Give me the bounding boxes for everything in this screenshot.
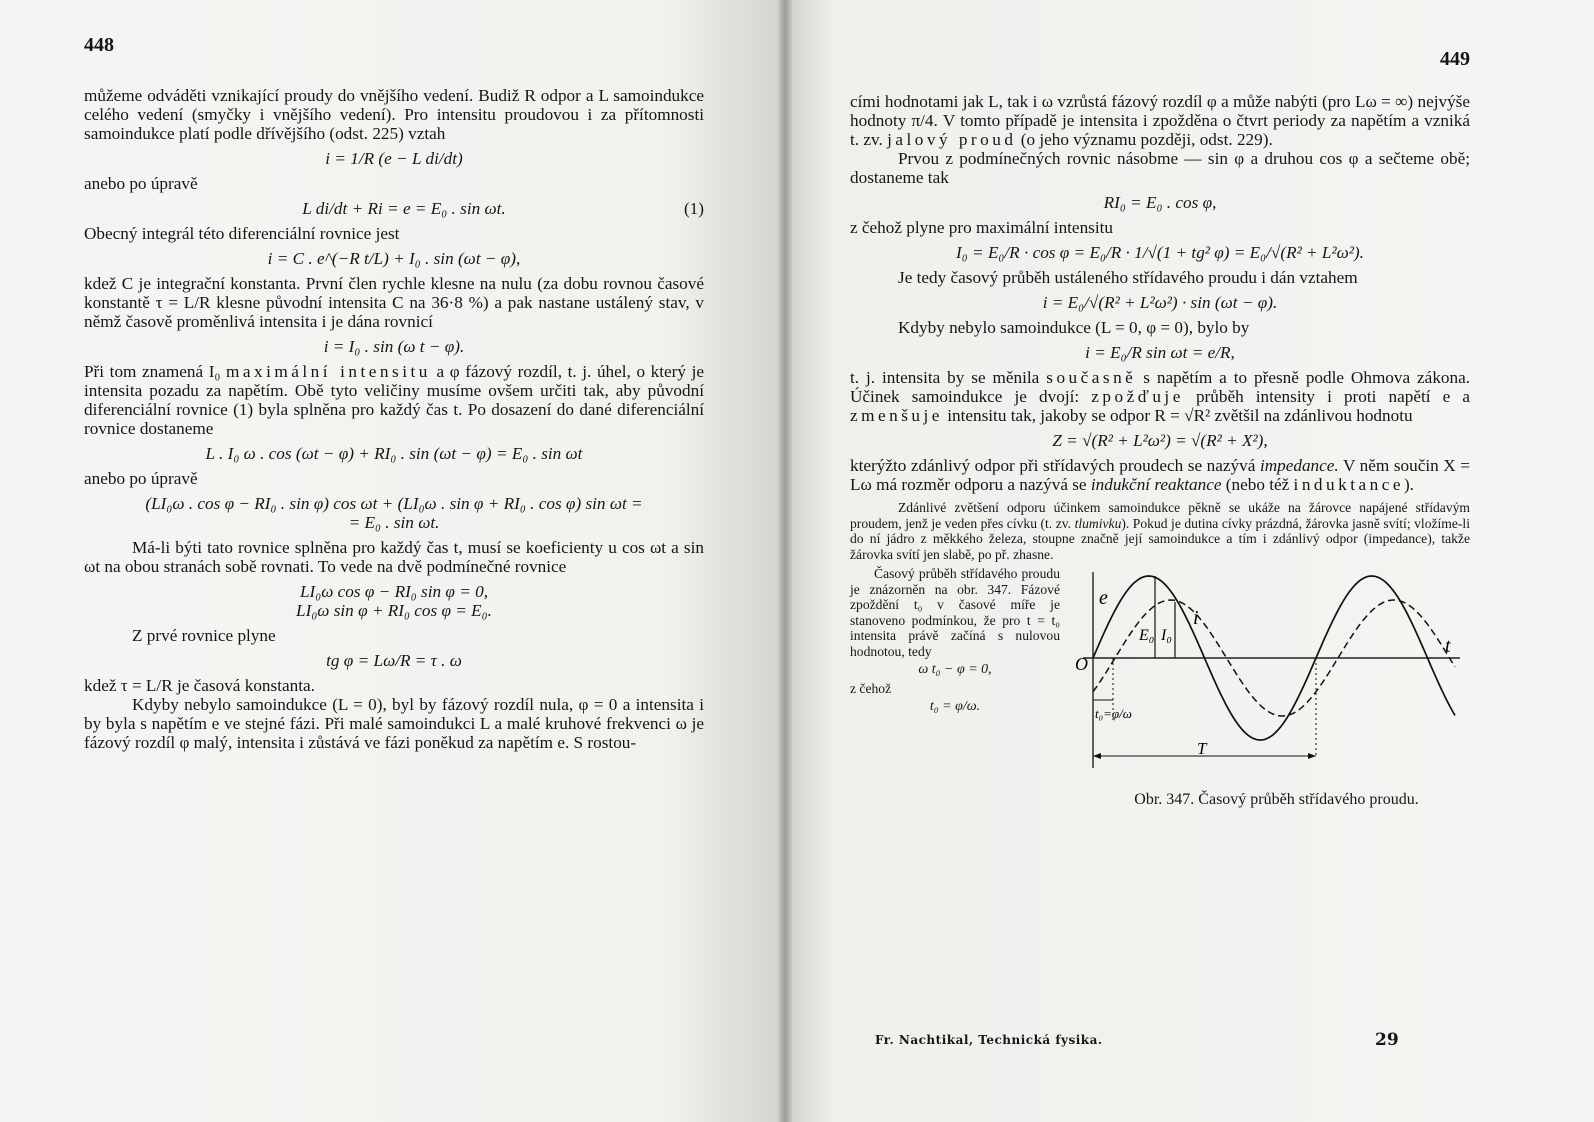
- paragraph: [84, 362, 704, 438]
- italic-term: tlumivku: [1074, 515, 1122, 531]
- left-text-column: [84, 86, 704, 752]
- text-run: V něm součin X = Lω má rozměr odporu a nazývá se: [850, 456, 1470, 494]
- spaced-emphasis: maximální intensitu: [226, 362, 431, 381]
- text-run: Při tom znamená I₀: [84, 362, 221, 381]
- paragraph: kdež τ = L/R je časová konstanta.: [84, 676, 315, 695]
- equation: i = E₀/√(R² + L²ω²) · sin (ωt − φ).: [1042, 293, 1278, 312]
- equation: ω t₀ − φ = 0,: [918, 662, 992, 677]
- small-paragraph: z čehož: [850, 680, 892, 696]
- equation: i = 1/R (e − L di/dt): [325, 149, 463, 168]
- small-paragraph: Časový průběh střídavého proudu je znázorněn na obr. 347. Fázové zpoždění t₀ v časové míře je stanoveno podmínkou, že pro t = t₀ intensita právě začíná s nulovou hodnotou, tedy: [850, 566, 1060, 659]
- text-run: Zdánlivé zvětšení odporu účinkem samoindukce pěkně se ukáže na žárovce napájené střídavým proudem, jenž je veden přes cívku (t. zv.: [850, 500, 1470, 531]
- equation: i = I₀ . sin (ω t − φ).: [323, 337, 465, 356]
- equation: LI₀ω cos φ − RI₀ sin φ = 0,: [299, 582, 489, 601]
- spaced-emphasis: jalový proud: [887, 130, 1017, 149]
- paragraph: kdež C je integrační konstanta. První člen rychle klesne na nulu (za dobu rovnou časové konstantě τ = L/R klesne původní intensita C na 36·8 %) a pak nastane ustálený stav, v němž časově proměnlivá intensita i je dána rovnicí: [84, 274, 704, 331]
- page-number-right: 449: [1440, 48, 1470, 70]
- spaced-emphasis: zmenšuje: [850, 406, 943, 425]
- equation: LI₀ω sin φ + RI₀ cos φ = E₀.: [296, 601, 492, 620]
- paragraph: Prvou z podmínečných rovnic násobme — sin φ a druhou cos φ a sečteme obě; dostaneme tak: [850, 149, 1470, 187]
- italic-term: impedance.: [1259, 456, 1339, 475]
- equation: i = E₀/R sin ωt = e/R,: [1085, 343, 1235, 362]
- label-i0: I₀: [1161, 627, 1172, 644]
- text-run: a φ fázový rozdíl, t. j. úhel, o který je intensita pozadu za napětím. Obě tyto veličiny musíme ovšem určiti tak, aby původní diferenciální rovnice (1) byla splněna pro každý čas t. Po dosazení do dané diferenciální rovnice dostaneme: [84, 362, 704, 438]
- paragraph: Je tedy časový průběh ustáleného střídavého proudu i dán vztahem: [898, 268, 1358, 287]
- figure-block: [850, 566, 1470, 816]
- paragraph: Kdyby nebylo samoindukce (L = 0, φ = 0), bylo by: [898, 318, 1250, 337]
- figure-caption: Obr. 347. Časový průběh střídavého proudu.: [1134, 791, 1419, 808]
- paragraph: můžeme odváděti vznikající proudy do vnějšího vedení. Budiž R odpor a L samoindukce celého vedení (smyčky i vnějšího vedení). Pro intensitu proudovou i za přítomnosti samoindukce platí podle dřívějšího (odst. 225) vztah: [84, 86, 704, 143]
- paragraph: anebo po úpravě: [84, 174, 198, 193]
- equation-numbered: [84, 199, 704, 218]
- equation: t₀ = φ/ω.: [929, 699, 981, 714]
- paragraph: [850, 368, 1470, 425]
- text-run: (nebo též: [1225, 475, 1290, 494]
- text-run: průběh intensity i proti napětí e a: [1195, 387, 1470, 406]
- equation: = E₀ . sin ωt.: [348, 513, 440, 532]
- paragraph: z čehož plyne pro maximální intensitu: [850, 218, 1113, 237]
- label-t: t: [1445, 635, 1451, 657]
- paragraph: [850, 92, 1470, 149]
- text-run: kterýžto zdánlivý odpor při střídavých proudech se nazývá: [850, 456, 1256, 475]
- text-run: cími hodnotami jak L, tak i ω vzrůstá fázový rozdíl φ a může nabýti (pro Lω = ∞) nejvýše hodnoty π/4. V tomto případě je intensita i zpožděna o čtvrt periody za napětím a vzniká t. zv.: [850, 92, 1470, 149]
- text-run: ).: [1403, 475, 1414, 494]
- text-run: ). Pokud je dutina cívky prázdná, žárovka jasně svítí; vložíme-li do ní jádro z měkkého železa, stoupne značně její samoindukce a tím i zdánlivý odpor (impedance), takže žárovka svítí jen slabě, po př. zhasne.: [850, 515, 1470, 562]
- label-t0: t₀=φ/ω: [1095, 706, 1132, 721]
- equation-number: (1): [683, 199, 704, 218]
- equation: i = C . e^(−R t/L) + I₀ . sin (ωt − φ),: [267, 249, 521, 268]
- label-origin: O: [1075, 654, 1088, 674]
- equation: Z = √(R² + L²ω²) = √(R² + X²),: [1052, 431, 1268, 450]
- left-page: [0, 0, 785, 1122]
- label-e0: E₀: [1139, 627, 1155, 644]
- label-e: e: [1099, 587, 1108, 609]
- equation: I₀ = E₀/R · cos φ = E₀/R · 1/√(1 + tg² φ) = E₀/√(R² + L²ω²).: [956, 243, 1364, 262]
- equation: RI₀ = E₀ . cos φ,: [1103, 193, 1217, 212]
- signature-mark: 29: [1375, 1030, 1399, 1050]
- text-run: intensitu tak, jakoby se odpor R = √R² zvětšil na zdánlivou hodnotu: [947, 406, 1413, 425]
- text-run: t. j. intensita by se měnila: [850, 368, 1040, 387]
- small-paragraph: [850, 500, 1470, 562]
- footer-imprint: Fr. Nachtikal, Technická fysika.: [875, 1033, 1103, 1047]
- equation: L . I₀ ω . cos (ωt − φ) + RI₀ . sin (ωt − φ) = E₀ . sin ωt: [205, 444, 583, 463]
- paragraph: Z prvé rovnice plyne: [132, 626, 276, 645]
- equation: (LI₀ω . cos φ − RI₀ . sin φ) cos ωt + (LI₀ω . sin φ + RI₀ . cos φ) sin ωt =: [145, 494, 643, 513]
- figure-side-text: [850, 566, 1060, 718]
- equation: L di/dt + Ri = e = E₀ . sin ωt.: [302, 199, 506, 218]
- paragraph: Má-li býti tato rovnice splněna pro každý čas t, musí se koeficienty u cos ωt a sin ωt na obou stranách sobě rovnati. To vede na dvě podmínečné rovnice: [84, 538, 704, 576]
- equation: tg φ = Lω/R = τ . ω: [326, 651, 462, 670]
- spaced-emphasis: induktance: [1293, 475, 1404, 494]
- text-run: (o jeho významu později, odst. 229).: [1020, 130, 1273, 149]
- phase-shift-diagram: [1075, 572, 1470, 780]
- spaced-emphasis: zpožďuje: [1091, 387, 1184, 406]
- spaced-emphasis: současně: [1046, 368, 1137, 387]
- label-i: i: [1193, 607, 1199, 629]
- right-text-column: [850, 92, 1470, 816]
- italic-term: indukční reaktance: [1090, 475, 1222, 494]
- page-number-left: 448: [84, 34, 114, 56]
- paragraph: Obecný integrál této diferenciální rovnice jest: [84, 224, 400, 243]
- text-run: s napětím a to přesně podle Ohmova zákona. Účinek samoindukce je dvojí:: [850, 368, 1471, 406]
- paragraph: anebo po úpravě: [84, 469, 198, 488]
- right-page: [785, 0, 1594, 1122]
- paragraph: Kdyby nebylo samoindukce (L = 0), byl by fázový rozdíl nula, φ = 0 a intensita i by byla s napětím e ve stejné fázi. Při malé samoindukci L a malé kruhové frekvenci ω je fázový rozdíl φ malý, intensita i zůstává ve fázi poněkud za napětím e. S rostou-: [84, 695, 704, 752]
- label-period: T: [1197, 739, 1207, 758]
- paragraph: [850, 456, 1470, 494]
- book-gutter: [778, 0, 792, 1122]
